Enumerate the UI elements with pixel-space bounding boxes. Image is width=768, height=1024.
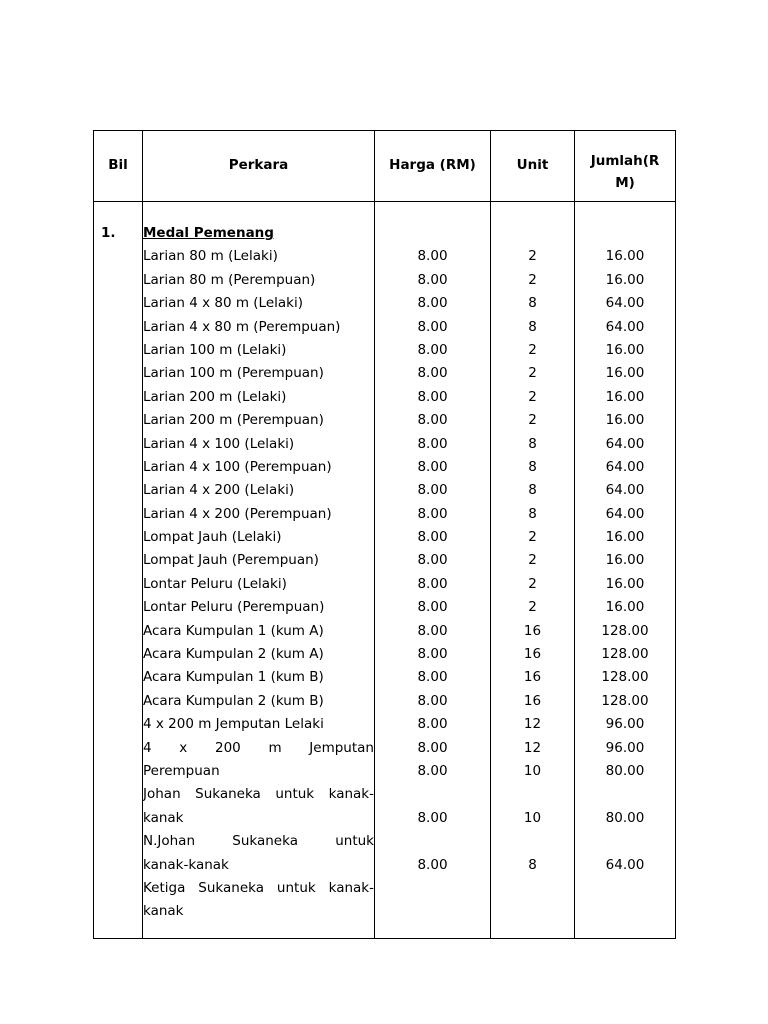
jumlah-value: 16.00	[605, 271, 645, 288]
harga-value: 8.00	[417, 388, 448, 405]
wrapped-item-line: 4 x 200 m Jemputan	[143, 739, 374, 756]
item-text: Acara Kumpulan 2 (kum A)	[143, 646, 324, 663]
jumlah-value: 64.00	[605, 295, 645, 312]
cost-table	[93, 130, 676, 939]
item-text: Acara Kumpulan 1 (kum A)	[143, 622, 324, 639]
item-text: Lompat Jauh (Perempuan)	[143, 552, 319, 569]
jumlah-value: 16.00	[605, 599, 645, 616]
harga-value	[375, 830, 490, 853]
harga-value: 8.00	[417, 762, 448, 779]
harga-value: 8.00	[417, 599, 448, 616]
unit-value: 2	[528, 552, 537, 569]
item-text: Lontar Peluru (Perempuan)	[143, 599, 325, 616]
jumlah-value	[575, 783, 675, 806]
unit-value	[491, 877, 574, 900]
item-text: Larian 200 m (Lelaki)	[143, 388, 287, 405]
unit-value: 2	[528, 599, 537, 616]
harga-value	[375, 877, 490, 900]
wrapped-item-line: kanak	[143, 903, 184, 920]
unit-value	[491, 830, 574, 853]
unit-value: 12	[523, 739, 542, 756]
jumlah-value: 64.00	[605, 505, 645, 522]
wrapped-item-line: N.Johan Sukaneka untuk	[143, 833, 374, 850]
jumlah-value: 16.00	[605, 529, 645, 546]
harga-column	[375, 222, 491, 924]
unit-value: 8	[528, 505, 537, 522]
unit-value	[491, 783, 574, 806]
jumlah-value: 64.00	[605, 458, 645, 475]
item-text: Larian 80 m (Lelaki)	[143, 248, 278, 265]
section-number: 1.	[101, 225, 116, 241]
unit-value: 10	[523, 762, 542, 779]
item-text: Larian 4 x 200 (Perempuan)	[143, 505, 332, 522]
unit-value: 16	[523, 646, 542, 663]
unit-column	[491, 222, 575, 924]
unit-value: 2	[528, 271, 537, 288]
harga-value: 8.00	[417, 318, 448, 335]
harga-value: 8.00	[417, 716, 448, 733]
bil-column	[94, 222, 143, 924]
item-text: Lompat Jauh (Lelaki)	[143, 529, 282, 546]
harga-value: 8.00	[417, 412, 448, 429]
harga-value	[375, 900, 490, 923]
jumlah-value: 64.00	[605, 856, 645, 873]
unit-value: 2	[528, 365, 537, 382]
item-text: 4 x 200 m Jemputan Lelaki	[143, 716, 324, 733]
jumlah-value: 128.00	[601, 669, 649, 686]
header-unit: Unit	[491, 131, 575, 202]
unit-value: 10	[523, 809, 542, 826]
item-text: Acara Kumpulan 1 (kum B)	[143, 669, 324, 686]
jumlah-value: 16.00	[605, 552, 645, 569]
jumlah-value	[575, 900, 675, 923]
jumlah-column	[575, 222, 676, 924]
jumlah-value: 128.00	[601, 622, 649, 639]
harga-value	[375, 783, 490, 806]
harga-value: 8.00	[417, 341, 448, 358]
harga-value: 8.00	[417, 271, 448, 288]
jumlah-value: 96.00	[605, 739, 645, 756]
harga-value: 8.00	[417, 669, 448, 686]
harga-value: 8.00	[417, 856, 448, 873]
item-text: Lontar Peluru (Lelaki)	[143, 575, 287, 592]
unit-value: 2	[528, 412, 537, 429]
harga-value: 8.00	[417, 552, 448, 569]
jumlah-value	[575, 877, 675, 900]
unit-value: 16	[523, 692, 542, 709]
item-text: Larian 4 x 100 (Perempuan)	[143, 458, 332, 475]
harga-value: 8.00	[417, 458, 448, 475]
harga-value: 8.00	[417, 529, 448, 546]
jumlah-value: 64.00	[605, 318, 645, 335]
harga-value: 8.00	[417, 365, 448, 382]
unit-value: 8	[528, 318, 537, 335]
harga-value: 8.00	[417, 505, 448, 522]
unit-value: 12	[523, 716, 542, 733]
unit-value: 8	[528, 482, 537, 499]
jumlah-value: 64.00	[605, 482, 645, 499]
perkara-column	[143, 222, 375, 924]
unit-value: 16	[523, 669, 542, 686]
jumlah-value: 128.00	[601, 692, 649, 709]
jumlah-value: 64.00	[605, 435, 645, 452]
item-text: Larian 100 m (Perempuan)	[143, 365, 324, 382]
wrapped-item-line: Ketiga Sukaneka untuk kanak-	[143, 879, 374, 896]
jumlah-value: 16.00	[605, 412, 645, 429]
harga-value: 8.00	[417, 739, 448, 756]
header-jumlah: Jumlah(R M)	[575, 131, 676, 202]
jumlah-value: 128.00	[601, 646, 649, 663]
unit-value: 2	[528, 575, 537, 592]
jumlah-value	[575, 830, 675, 853]
item-text: Acara Kumpulan 2 (kum B)	[143, 692, 324, 709]
harga-value: 8.00	[417, 435, 448, 452]
unit-value: 8	[528, 295, 537, 312]
harga-value: 8.00	[417, 809, 448, 826]
jumlah-value: 16.00	[605, 248, 645, 265]
section-title: Medal Pemenang	[143, 225, 274, 241]
jumlah-value: 16.00	[605, 365, 645, 382]
header-perkara: Perkara	[143, 131, 375, 202]
item-text: Larian 4 x 100 (Lelaki)	[143, 435, 295, 452]
harga-value: 8.00	[417, 622, 448, 639]
header-harga: Harga (RM)	[375, 131, 491, 202]
unit-value: 8	[528, 458, 537, 475]
unit-value: 2	[528, 388, 537, 405]
harga-value: 8.00	[417, 575, 448, 592]
harga-value: 8.00	[417, 248, 448, 265]
unit-value: 2	[528, 248, 537, 265]
wrapped-item-line: Perempuan	[143, 762, 220, 779]
header-bil: Bil	[94, 131, 143, 202]
item-text: Larian 80 m (Perempuan)	[143, 271, 316, 288]
harga-value: 8.00	[417, 646, 448, 663]
header-row	[94, 131, 676, 202]
section-row	[94, 222, 676, 924]
jumlah-value: 16.00	[605, 388, 645, 405]
wrapped-item-line: kanak-kanak	[143, 856, 229, 873]
unit-value: 8	[528, 856, 537, 873]
unit-value: 16	[523, 622, 542, 639]
jumlah-value: 16.00	[605, 341, 645, 358]
item-text: Larian 4 x 200 (Lelaki)	[143, 482, 295, 499]
jumlah-value: 80.00	[605, 809, 645, 826]
unit-value	[491, 900, 574, 923]
harga-value: 8.00	[417, 295, 448, 312]
unit-value: 2	[528, 529, 537, 546]
jumlah-value: 16.00	[605, 575, 645, 592]
jumlah-value: 80.00	[605, 762, 645, 779]
item-text: Larian 4 x 80 m (Lelaki)	[143, 295, 304, 312]
unit-value: 8	[528, 435, 537, 452]
item-text: Larian 4 x 80 m (Perempuan)	[143, 318, 341, 335]
item-text: Larian 200 m (Perempuan)	[143, 412, 324, 429]
harga-value: 8.00	[417, 692, 448, 709]
item-text: Larian 100 m (Lelaki)	[143, 341, 287, 358]
wrapped-item-line: Johan Sukaneka untuk kanak-	[143, 786, 374, 803]
jumlah-value: 96.00	[605, 716, 645, 733]
wrapped-item-line: kanak	[143, 809, 184, 826]
unit-value: 2	[528, 341, 537, 358]
harga-value: 8.00	[417, 482, 448, 499]
